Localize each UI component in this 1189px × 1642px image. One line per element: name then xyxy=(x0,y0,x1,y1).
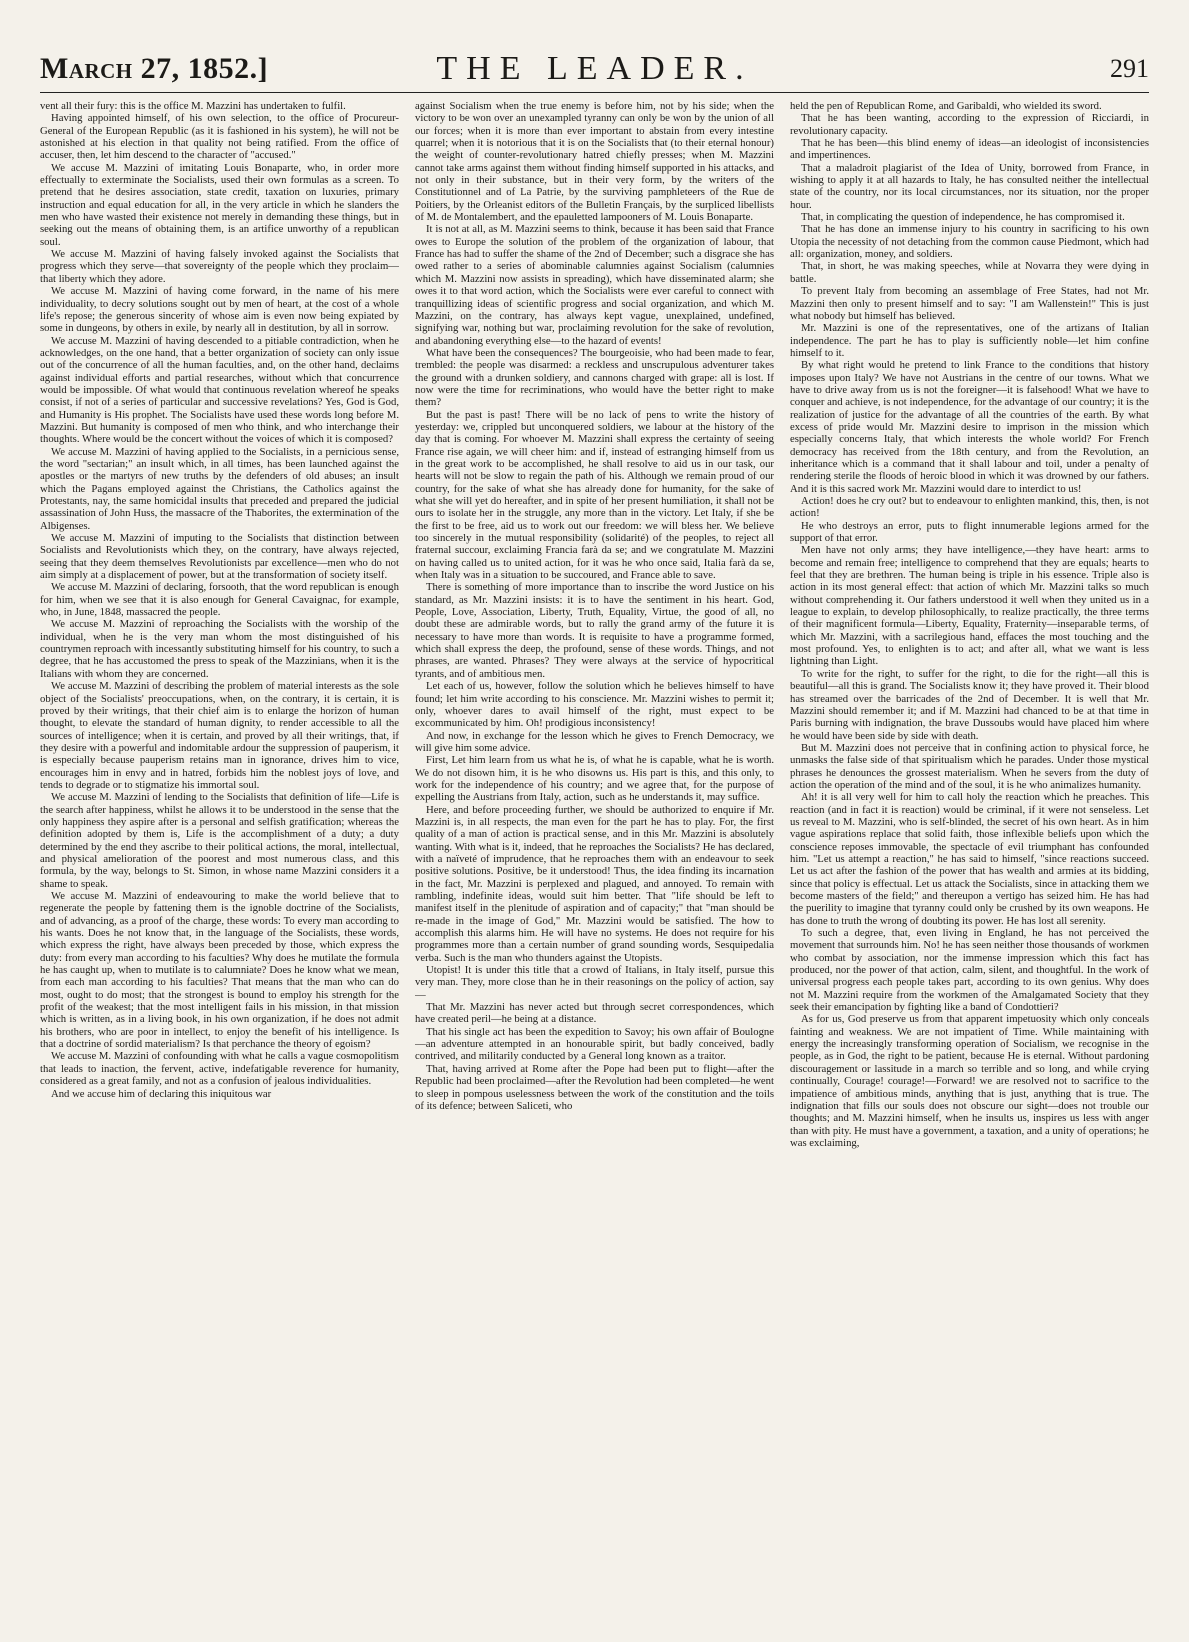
paragraph: To prevent Italy from becoming an assemblage of Free States, had not Mr. Mazzini then only to present himself and to say: "I am Wallenstein!" This is just what nobody but himself has believed. xyxy=(790,285,1149,322)
paragraph: We accuse M. Mazzini of endeavouring to make the world believe that to regenerate the people by fattening them is the ignoble doctrine of the Socialists, and of advancing, as a proof of the charge, these words: To every man according to his wants. Does he not know that, in the language of the Socialists, these words, which express the right, have always been preceded by those, which express the duty: from every man according to his faculties? Why does he mutilate the formula he has caught up, when to mutilate is to calumniate? Does he know what we mean, from each man according to his faculties? That means that the man who can do most, ought to do most; that the strongest is bound to employ his strength for the profit of the weakest; that the most intelligent fails in his mission, in that mission which is written, as in a living book, in his own organization, if he does not admit his brothers, who are poor in intellect, to enjoy the benefit of his intelligence. Is that a doctrine of sordid materialism? Is that perchance the theory of egoism? xyxy=(40,890,399,1051)
issue-date: March 27, 1852.] xyxy=(40,52,269,85)
paragraph: That his single act has been the expedition to Savoy; his own affair of Boulogne—an adventure attempted in an honourable spirit, but badly conceived, badly contrived, and militarily conducted by a General long known as a traitor. xyxy=(415,1025,774,1063)
paragraph: First, Let him learn from us what he is, of what he is capable, what he is worth. We do not disown him, it is he who disowns us. His part is this, and this only, to work for the independence of his country; and we agree that, for the purpose of expelling the Austrians from Italy, action, such as he understands it, may suffice. xyxy=(415,754,774,804)
paragraph: Having appointed himself, of his own selection, to the office of Procureur-General of the European Republic (as it is fashioned in his system), he will not be astonished at his election in that quality not being ratified. From the office of accuser, then, let him descend to the character of "accused." xyxy=(40,112,399,162)
paragraph: It is not at all, as M. Mazzini seems to think, because it has been said that France owes to Europe the solution of the problem of the organization of labour, that France has had to suffer the shame of the 2nd of December; such a disgrace she has owed rather to a series of abominable calumnies against Socialism (calumnies which M. Mazzini now assists in spreading), which have disseminated alarm; she owes it to that word action, which the Socialists were ever careful to connect with tranquillizing ideas of scientific progress and social organization, and which M. Mazzini, on the contrary, has always kept vague, unexplained, undefined, signifying war, nothing but war, proclaiming revolution for the sake of revolution, and abandoning everything else—to the hazard of events! xyxy=(415,223,774,347)
paragraph: That he has been—this blind enemy of ideas—an ideologist of inconsistencies and impertinences. xyxy=(790,137,1149,162)
paragraph: By what right would he pretend to link France to the conditions that history imposes upon Italy? We have not Austrians in the centre of our towns. What we have to drive away from us is not the foreigner—it is falsehood! What we have to conquer and achieve, is not independence, for the advantage of our country; it is the realization of justice for the advantage of all the countries of the earth. By what excess of pride would Mr. Mazzini desire to imprison in the mission which especially concerns Italy, that which interests the whole world? For French democracy has received from the 18th century, and from the Revolution, an inheritance which is a command that it shall labour and toil, under a penalty of rendering sterile the floods of heroic blood in which it was drowned by our fathers. And it is this sacred work Mr. Mazzini would dare to interdict to us! xyxy=(790,359,1149,495)
paragraph: That Mr. Mazzini has never acted but through secret correspondences, which have created peril—he being at a distance. xyxy=(415,1001,774,1026)
paragraph: Utopist! It is under this title that a crowd of Italians, in Italy itself, pursue this very man. They, more close than he in their reasonings on the policy of action, say— xyxy=(415,964,774,1001)
paragraph: But the past is past! There will be no lack of pens to write the history of yesterday: we, crippled but unconquered soldiers, we labour at the history of the day that is coming. For whoever M. Mazzini shall express the certainty of seeing France rise again, we will cheer him: and if, instead of estranging himself from us in the great work to be accomplished, he shall resolve to aid us in our task, our hearts will not be slow to regain the path of his. Although we remain proud of our country, for the sake of what she has already done for humanity, for the sake of what she will yet do hereafter, and in spite of her present humiliation, it shall not be ours to isolate her in the struggle, any more than in the victory. Let Italy, if she be the first to be free, aid us to work out our freedom: we will bless her. We believe too sincerely in the mutual responsibility (solidarité) of the peoples, to reject all fraternal succour, exclaiming Francia farà da se; and we congratulate M. Mazzini on having called us to united action, for it was he who once said, Italia farà da se, when Italy was in a situation to be succoured, and France able to save. xyxy=(415,408,774,582)
paragraph: We accuse M. Mazzini of confounding with what he calls a vague cosmopolitism that leads to inaction, the fervent, active, indefatigable reverence for humanity, considered as a great family, and not as a confusion of jealous individualities. xyxy=(40,1050,399,1088)
paragraph: That, in complicating the question of independence, he has compromised it. xyxy=(801,211,1125,224)
paragraph: We accuse M. Mazzini of having come forward, in the name of his mere individuality, to decry solutions sought out by men of heart, at the cost of a whole life's repose; the generous sincerity of whose aim is even now being expiated by some in dungeons, by others in exile, by nearly all in destitution, by all in sorrow. xyxy=(40,285,399,335)
paragraph: As for us, God preserve us from that apparent impetuosity which only conceals fainting and weakness. We are not impatient of Time. While maintaining with energy the increasingly transforming operation of Socialism, we recognise in the people, as in God, the right to be patient, because He is eternal. Without pardoning discouragement or lassitude in a march so terrible and so long, and while crying continually, Courage! courage!—Forward! we are resolved not to sacrifice to the impatience of ambitious minds, anything that is just, anything that is true. The indignation that fills our souls does not obscure our sight—does not trouble our thoughts; and M. Mazzini himself, when he insults us, inspires us less with anger than with pity. He must have a government, a taxation, and a unity of operations; he was exclaiming, xyxy=(790,1013,1149,1149)
paragraph: Men have not only arms; they have intelligence,—they have heart: arms to become and remain free; intelligence to comprehend that they are equals; hearts to feel that they are brethren. The human being is triple in his essence. Triple also is action in its most general effect: that action of which Mr. Mazzini talks so much without comprehending it. Our fathers understood it well when they united us in a league to explain, to develop philosophically, to realize practically, the three terms of their magnificent formula—Liberty, Equality, Fraternity—inseparable terms, of which Mr. Mazzini, with a sacrilegious hand, effaces the most touching and the most profound. Yes, to enlighten is to act; and after all, what we want is less lightning than Light. xyxy=(790,544,1149,668)
column-left xyxy=(40,100,399,1626)
paragraph: Mr. Mazzini is one of the representatives, one of the artizans of Italian independence. The part he has to play is sufficiently noble—let him confine himself to it. xyxy=(790,322,1149,359)
paragraph: To write for the right, to suffer for the right, to die for the right—all this is beautiful—all this is grand. The Socialists know it; they have proved it. Their blood has streamed over the barricades of the 2nd of December. It is well that Mr. Mazzini should remember it; and if M. Mazzini had chanced to be at that time in Paris burning with indignation, the brave Dussoubs would have placed him where he would have been side by side with death. xyxy=(790,667,1149,742)
article-columns xyxy=(40,100,1149,1626)
paragraph: That, having arrived at Rome after the Pope had been put to flight—after the Republic had been proclaimed—after the Revolution had been completed—he went to sleep in pompous uselessness between the work of the constitution and the toils of its defence; between Saliceti, who xyxy=(415,1062,774,1112)
paragraph: We accuse M. Mazzini of having descended to a pitiable contradiction, when he acknowledges, on the one hand, that a better organization of society can only issue out of the concurrence of all the human faculties, and, on the other hand, declaims against individual efforts and partial researches, without which that concurrence would be impossible. Of what would that continuous revelation whereof he speaks consist, if not of a series of particular and successive revelations? Yes, God is God, and Humanity is His prophet. The Socialists have used these words long before M. Mazzini. But humanity is composed of men who think, and who interchange their thoughts. Where would be the concert without the voices of which it is composed? xyxy=(40,334,399,446)
paragraph: Let each of us, however, follow the solution which he believes himself to have found; let him write according to his conscience. Mr. Mazzini wishes to permit it; only, whoever dares to avail himself of the right, must expect to be excommunicated by him. Oh! prodigious inconsistency! xyxy=(415,680,774,730)
paragraph: We accuse M. Mazzini of imputing to the Socialists that distinction between Socialists and Revolutionists which they, on the contrary, have always rejected, seeing that they deem themselves Revolutionists par excellence—men who do not aim simply at a displacement of power, but at the transformation of society itself. xyxy=(40,532,399,582)
paragraph: We accuse M. Mazzini of declaring, forsooth, that the word republican is enough for him, when we see that it is also enough for General Cavaignac, for example, who, in June, 1848, massacred the people. xyxy=(40,581,399,619)
paragraph: We accuse M. Mazzini of lending to the Socialists that definition of life—Life is the search after happiness, whilst he allows it to be understood in the sense that the only happiness they aspire after is a personal and selfish gratification; whereas the definition adopted by them is, Life is the accomplishment of a duty; a duty determined by the end they ascribe to their political actions, the moral, intellectual, and physical amelioration of the poorest and most numerous class, and this formula, by the way, belongs to St. Simon, in whose name Mazzini considers it a shame to speak. xyxy=(40,791,399,890)
paragraph: Action! does he cry out? but to endeavour to enlighten mankind, this, then, is not action! xyxy=(790,495,1149,520)
paragraph: What have been the consequences? The bourgeoisie, who had been made to fear, trembled: the people was disarmed: a reckless and unscrupulous adventurer takes the ground with a drunken soldiery, and cannons charged with grape: all is lost. If now were the time for recriminations, who would have the better right to make them? xyxy=(415,346,774,409)
paragraph: Here, and before proceeding further, we should be authorized to enquire if Mr. Mazzini is, in all respects, the man even for the part he has to play. For, the first quality of a man of action is practical sense, and in this Mr. Mazzini is absolutely wanting. With what is it, indeed, that he reproaches the Socialists? He has declared, with a naïveté of imprudence, that he reproaches them with an endeavour to seek positive solutions. Positive, be it understood! Thus, the idea finding its incarnation in the fact, Mr. Mazzini is perplexed and plagued, and annoyed. To remain with rambling, indefinite ideas, would suit him better. That "life should be left to manifest itself in the plenitude of aspiration and of capacity;" that "man should be re-made in the image of God," Mr. Mazzini would be satisfied. The how to accomplish this alarms him. He will have no systems. He does not require for his programmes more than a certain number of grand sounding words, Sesquipedalia verba. Such is the man who thunders against the Utopists. xyxy=(415,803,774,964)
newspaper-title: THE LEADER. xyxy=(436,50,753,87)
masthead xyxy=(40,42,1149,93)
paragraph: To such a degree, that, even living in England, he has not perceived the movement that surrounds him. No! he has seen neither those thousands of workmen who combat by association, nor the immense impression which this fact has produced, nor the power of that action, calm, silent, and thoughtful. In the work of universal progress each people takes part, according to its own genius. Why does not M. Mazzini require from the workmen of the Amalgamated Society that they seek their emancipation by fighting like a band of Condottieri? xyxy=(790,927,1149,1014)
paragraph: There is something of more importance than to inscribe the word Justice on his standard, as Mr. Mazzini insists: it is to have the sentiment in his heart. God, People, Love, Association, Liberty, Truth, Equality, Virtue, the good of all, no doubt these are admirable words, but to rally the grand army of the future it is necessary to have more than words. It is requisite to have a programme formed, which shall express the deep, the profound, sense of these words. Things, and not phrases, are wanted. Phrases? They were always at the service of hypocritical tyrants, and of ambitious men. xyxy=(415,581,774,680)
paragraph: And we accuse him of declaring this iniquitous war xyxy=(51,1087,272,1100)
paragraph: We accuse M. Mazzini of describing the problem of material interests as the sole object of the Socialists' preoccupations, when, on the contrary, it is certain, it is proved by their writings, that their chief aim is to enlarge the horizon of human thought, to elevate the standard of human dignity, to render accessible to all the sources of intelligence; when it is certain, and proved by all their writings, that, if they desire with a powerful and indomitable ardour the suppression of pauperism, it is especially because pauperism retains man in ignorance, drives him to vice, encourages him in envy and in hatred, forbids him the noblest joys of love, and tends to degrade or to stigmatize his immortal soul. xyxy=(40,680,399,791)
paragraph: vent all their fury: this is the office M. Mazzini has undertaken to fulfil. xyxy=(40,100,346,112)
paragraph: Ah! it is all very well for him to call holy the reaction which he preaches. This reaction (and in fact it is reaction) would be criminal, if it were not senseless. Let us reveal to M. Mazzini, who is self-blinded, the secret of his own heart. As in him vague aspirations replace that solid faith, those inflexible beliefs upon which the conscience reposes immovable, the spectacle of evil triumphant has confounded him. "Let us attempt a reaction," he has said to himself, "since reactions succeed. Let us act after the fashion of the power that has wealth and armies at its bidding, since that policy is effectual. Let us attack the Socialists, since in attacking them we become masters of the field;" and thereupon a vertigo has seized him. He has had the puerility to imagine that tyranny could only be crushed by its own weapons. He has done to truth the wrong of doubting its power. He has lost all serenity. xyxy=(790,791,1149,927)
paragraph: That he has done an immense injury to his country in sacrificing to his own Utopia the necessity of not detaching from the common cause Piedmont, which had all: organization, money, and soldiers. xyxy=(790,223,1149,261)
paragraph: That a maladroit plagiarist of the Idea of Unity, borrowed from France, in wishing to apply it at all hazards to Italy, he has consulted neither the intellectual state of the country, nor its local circumstances, nor its situation, nor the proper hour. xyxy=(790,161,1149,211)
paragraph: We accuse M. Mazzini of having applied to the Socialists, in a pernicious sense, the word "sectarian;" an insult which, in all times, has been launched against the apostles or the martyrs of new truths by the defenders of old abuses; an insult which the Pagans employed against the Christians, the Catholics against the Protestants, nay, the same homicidal insults that preceded and prepared the judicial assassination of John Huss, the massacre of the Thaborites, the extermination of the Albigenses. xyxy=(40,445,399,532)
paragraph: That, in short, he was making speeches, while at Novarra they were dying in battle. xyxy=(790,260,1149,285)
page-number: 291 xyxy=(1110,54,1149,83)
paragraph: We accuse M. Mazzini of reproaching the Socialists with the worship of the individual, when he is the very man whom the most distinguished of his countrymen reproach with incessantly substituting himself for his country, to such a degree, that he has accustomed the press to speak of the Mazzinians, when it is the Italians with whom they are concerned. xyxy=(40,618,399,680)
paragraph: And now, in exchange for the lesson which he gives to French Democracy, we will give him some advice. xyxy=(415,729,774,754)
paragraph: But M. Mazzini does not perceive that in confining action to physical force, he unmasks the false side of that spiritualism which he parades. Under those mystical phrases he denounces the grossest materialism. When he severs from the duty of action the operation of the mind and of the soul, it is he who animalizes humanity. xyxy=(790,741,1149,791)
paragraph: We accuse M. Mazzini of imitating Louis Bonaparte, who, in order more effectually to exterminate the Socialists, used their own formulas as a screen. To pretend that he desires association, state credit, taxation on luxuries, primary instruction and equal education for all, in the very article in which he slanders the men who have wasted their existence not merely in demanding these things, but in seeking out the means of obtaining them, is an artifice unworthy of a republican soul. xyxy=(40,161,399,248)
paragraph: He who destroys an error, puts to flight innumerable legions armed for the support of that error. xyxy=(790,519,1149,545)
paragraph: That he has been wanting, according to the expression of Ricciardi, in revolutionary capacity. xyxy=(790,112,1149,137)
paragraph: against Socialism when the true enemy is before him, not by his side; when the victory to be won over an unexampled tyranny can only be won by the union of all our forces; when it is more than ever important to abstain from every intestine quarrel; when it is notorious that it is on the Socialists that (to their eternal honour) the weight of counter-revolutionary hatred chiefly presses; when M. Mazzini cannot take arms against them without finding himself supported in his attacks, and not only in their substance, but in their very form, by the writers of the Constitutionnel and of La Patrie, by the surviving pamphleteers of the Rue de Poitiers, by the Orleanist editors of the Bulletin Français, by the surpliced libellists of M. de Montalembert, and the epauletted lampooners of M. Louis Bonaparte. xyxy=(415,100,774,224)
paragraph: held the pen of Republican Rome, and Garibaldi, who wielded its sword. xyxy=(790,100,1102,112)
paragraph: We accuse M. Mazzini of having falsely invoked against the Socialists that progress which they serve—that sovereignty of the people which they proclaim—that liberty which they adore. xyxy=(40,248,399,285)
column-middle xyxy=(415,100,774,1626)
column-right xyxy=(790,100,1149,1626)
